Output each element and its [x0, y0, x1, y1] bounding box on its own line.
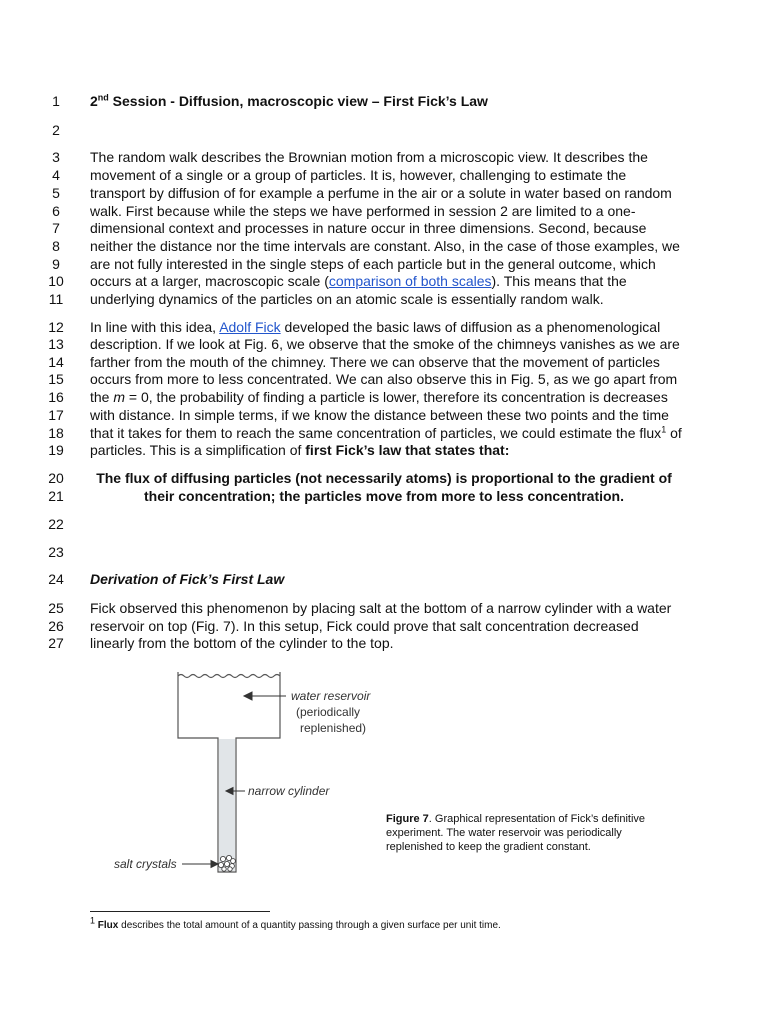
- line-27: [0, 634, 768, 652]
- line-number: 21: [48, 488, 64, 504]
- label-replenished: replenished): [300, 721, 367, 735]
- line-1: [0, 92, 768, 110]
- line-25: [0, 599, 768, 617]
- line-number: 7: [52, 220, 60, 236]
- line-number: 26: [48, 618, 64, 634]
- paragraph-line: are not fully interested in the single steps of each particle but in the general outcome, which: [90, 256, 656, 272]
- figure-caption: Figure 7. Graphical representation of Fick’s definitive experiment. The water reservoir was periodically replenished to keep the gradient constant.: [386, 813, 646, 853]
- paragraph-line: neither the distance nor the time intervals are constant. Also, in the case of those examples, we: [90, 238, 680, 254]
- label-narrow-cylinder: narrow cylinder: [248, 784, 330, 798]
- paragraph-line: underlying dynamics of the particles on an atomic scale is essentially random walk.: [90, 291, 604, 307]
- line-number: 16: [48, 389, 64, 405]
- line-number: 17: [48, 407, 64, 423]
- section-heading: Derivation of Fick’s First Law: [90, 571, 285, 587]
- line-3: [0, 148, 768, 166]
- footnote: $^1$ Flux describes the total amount of a quantity passing through a given surface per unit time.: [90, 915, 501, 931]
- label-salt-crystals: salt crystals: [114, 857, 177, 871]
- paragraph-line: transport by diffusion of for example a perfume in the air or a solute in water based on random: [90, 185, 672, 201]
- paragraph-line: reservoir on top (Fig. 7). In this setup, Fick could prove that salt concentration decreased: [90, 618, 639, 634]
- line-15: [0, 370, 768, 388]
- line-14: [0, 353, 768, 371]
- line-13: [0, 335, 768, 353]
- arrow-icon: [244, 692, 252, 700]
- line-5: [0, 184, 768, 202]
- line-2: [0, 121, 768, 139]
- paragraph-line: The random walk describes the Brownian motion from a microscopic view. It describes the: [90, 149, 648, 165]
- paragraph-line: farther from the mouth of the chimney. There we can observe that the movement of particles: [90, 354, 660, 370]
- line-number: 3: [52, 149, 60, 165]
- page-title: 2nd Session - Diffusion, macroscopic view – First Fick’s Law: [90, 92, 488, 109]
- line-9: [0, 255, 768, 273]
- water-surface-wave: [178, 675, 280, 678]
- line-16: [0, 388, 768, 406]
- line-18: [0, 424, 768, 442]
- line-21: [0, 487, 768, 505]
- line-number: 19: [48, 442, 64, 458]
- line-number: 13: [48, 336, 64, 352]
- line-12: [0, 318, 768, 336]
- footnote-ref: 1: [661, 424, 667, 435]
- line-7: [0, 219, 768, 237]
- line-number: 9: [52, 256, 60, 272]
- line-number: 18: [48, 425, 64, 441]
- line-number: 5: [52, 185, 60, 201]
- paragraph-line: particles. This is a simplification of first Fick’s law that states that:: [90, 442, 510, 458]
- paragraph-line: walk. First because while the steps we have performed in session 2 are limited to a one-: [90, 203, 636, 219]
- line-number: 23: [48, 544, 64, 560]
- paragraph-line: movement of a single or a group of particles. It is, however, challenging to estimate the: [90, 167, 627, 183]
- line-24: [0, 570, 768, 588]
- line-8: [0, 237, 768, 255]
- line-22: [0, 515, 768, 533]
- line-number: 24: [48, 571, 64, 587]
- line-11: [0, 290, 768, 308]
- footnote-divider: [90, 911, 270, 912]
- line-number: 22: [48, 516, 64, 532]
- line-19: [0, 441, 768, 459]
- line-number: 25: [48, 600, 64, 616]
- label-water-reservoir: water reservoir: [291, 689, 371, 703]
- paragraph-line: with distance. In simple terms, if we know the distance between these two points and the time: [90, 407, 669, 423]
- line-number: 6: [52, 203, 60, 219]
- line-10: [0, 272, 768, 290]
- line-number: 12: [48, 319, 64, 335]
- line-number: 14: [48, 354, 64, 370]
- line-number: 4: [52, 167, 60, 183]
- line-6: [0, 202, 768, 220]
- line-number: 27: [48, 635, 64, 651]
- law-statement-line: their concentration; the particles move from more to less concentration.: [144, 488, 624, 504]
- line-number: 8: [52, 238, 60, 254]
- paragraph-line: dimensional context and processes in nature occur in three dimensions. Second, because: [90, 220, 647, 236]
- line-17: [0, 406, 768, 424]
- line-26: [0, 617, 768, 635]
- fick-experiment-diagram: [100, 660, 380, 885]
- line-number: 1: [52, 93, 60, 109]
- line-4: [0, 166, 768, 184]
- line-number: 15: [48, 371, 64, 387]
- paragraph-line: that it takes for them to reach the same concentration of particles, we could estimate the flux$^1$ of: [90, 424, 682, 441]
- line-20: [0, 469, 768, 487]
- arrow-icon: [211, 861, 218, 868]
- line-number: 20: [48, 470, 64, 486]
- label-periodically: (periodically: [296, 705, 361, 719]
- paragraph-line: description. If we look at Fig. 6, we observe that the smoke of the chimneys vanishes as we are: [90, 336, 680, 352]
- paragraph-line: occurs at a larger, macroscopic scale (comparison of both scales). This means that the: [90, 273, 627, 289]
- line-number: 10: [48, 273, 64, 289]
- paragraph-line: Fick observed this phenomenon by placing salt at the bottom of a narrow cylinder with a water: [90, 600, 672, 616]
- paragraph-line: the m = 0, the probability of finding a particle is lower, therefore its concentration is decreases: [90, 389, 668, 405]
- paragraph-line: In line with this idea, Adolf Fick developed the basic laws of diffusion as a phenomenological: [90, 319, 661, 335]
- paragraph-line: linearly from the bottom of the cylinder to the top.: [90, 635, 394, 651]
- line-23: [0, 543, 768, 561]
- law-statement-line: The flux of diffusing particles (not necessarily atoms) is proportional to the gradient of: [96, 470, 672, 486]
- comparison-of-scales-link[interactable]: comparison of both scales: [328, 273, 492, 289]
- adolf-fick-link[interactable]: Adolf Fick: [219, 319, 281, 335]
- line-number: 2: [52, 122, 60, 138]
- cylinder-gradient: [219, 739, 235, 871]
- paragraph-line: occurs from more to less concentrated. We can also observe this in Fig. 5, as we go apart from: [90, 371, 678, 387]
- line-number: 11: [48, 291, 64, 307]
